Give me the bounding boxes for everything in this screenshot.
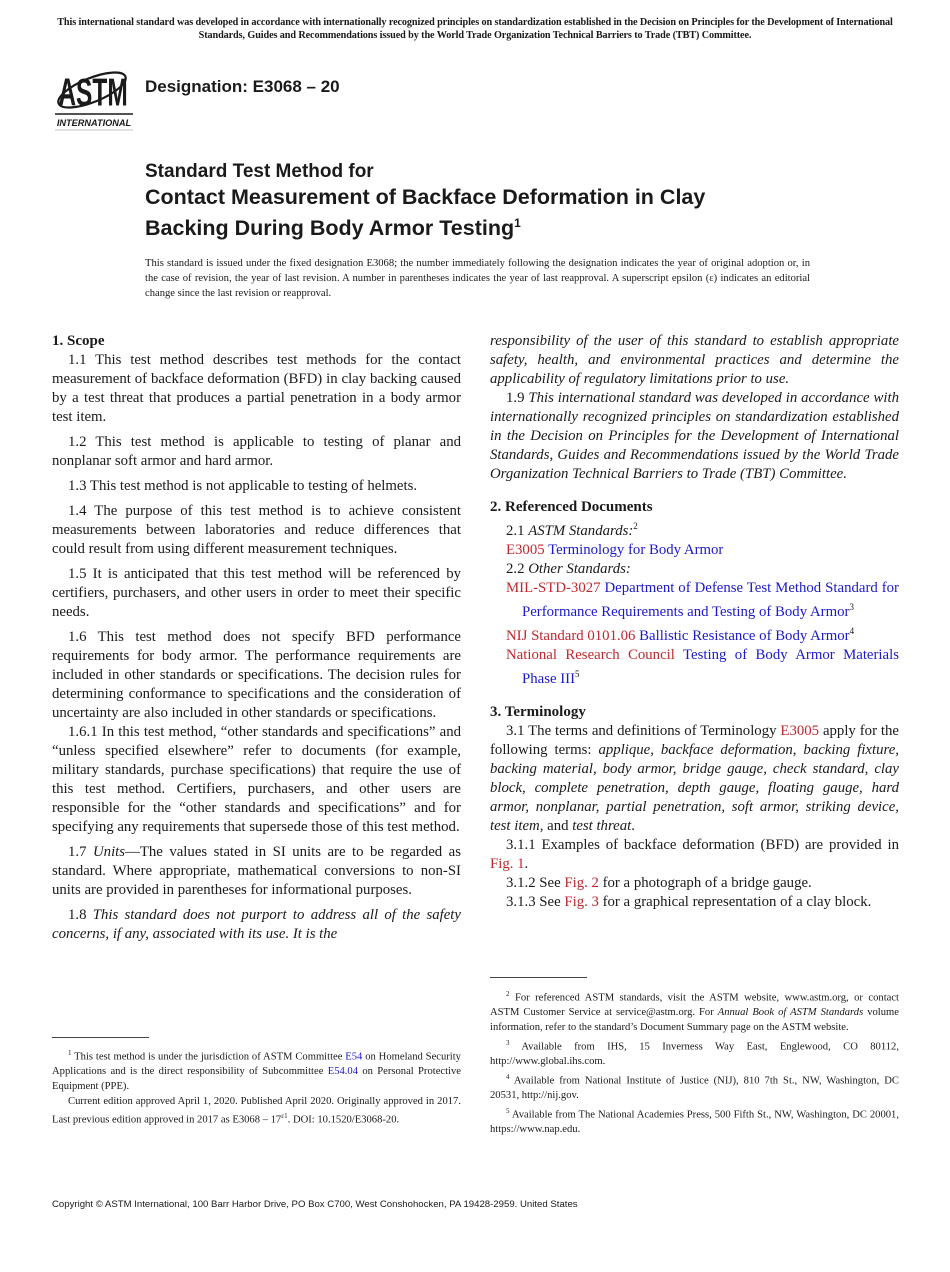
reference-nrc-phase-iii[interactable]: National Research Council Testing of Body Armor Materials Phase III$^5$ xyxy=(506,646,899,687)
paragraph-1-6-1: 1.6.1 In this test method, “other standards and specifications” and “unless specified elsewhere” refer to documents (for example, military standards, purchase specifications) that require the use of this test method. Certifiers, purchasers, and other users are responsible for the “other standards and specifications” and for specifying any requirements that supersede those of this test method. xyxy=(52,724,461,835)
paragraph-1-8-continued: responsibility of the user of this standard to establish appropriate safety, health, and environmental practices and determine the applicability of regulatory limitations prior to use. xyxy=(490,333,899,387)
paragraph-1-7: 1.7 Units—The values stated in SI units are to be regarded as standard. Where appropriate, mathematical conversions to non-SI units are provided in parentheses for informational purposes. xyxy=(52,844,462,898)
paragraph-1-8-start: 1.8 This standard does not purport to address all of the safety concerns, if any, associated with its use. It is the xyxy=(52,907,461,942)
wto-tbt-notice: This international standard was developed in accordance with internationally recognized principles on standardization established in the Decision on Principles for the Development of International Standards, Guides and Recommendations issued by the World Trade Organization Technical Barriers to Trade (TBT) Committee. xyxy=(57,17,893,41)
paragraph-1-1: 1.1 This test method describes test methods for the contact measurement of backface deformation (BFD) in clay backing caused by a test threat that produces a partial penetration in a body armor test item. xyxy=(52,352,461,425)
title-footnote-ref[interactable]: 1 xyxy=(514,216,521,230)
right-column xyxy=(490,332,899,912)
footnotes-right xyxy=(490,987,899,1137)
paragraph-3-1: 3.1 The terms and definitions of Terminology E3005 apply for the following terms: applique, backface deformation, backing fixture, backing material, body armor, bridge gauge, check standard, clay block, complete penetration, depth gauge, floating gauge, hard armor, nonplanar, partial penetration, soft armor, striking device, test item, and test threat. xyxy=(490,722,899,834)
title-line-3: Backing During Body Armor Testing$^1$ xyxy=(145,216,521,241)
link-fig-2[interactable]: Fig. 2 xyxy=(564,874,599,891)
title-line-2: Contact Measurement of Backface Deformation in Clay xyxy=(145,185,706,209)
paragraph-3-1-3: 3.1.3 See Fig. 3 for a graphical representation of a clay block. xyxy=(506,893,872,910)
paragraph-1-9: 1.9 This international standard was developed in accordance with internationally recognized principles on standardization established in the Decision on Principles for the Development of International Standards, Guides and Recommendations issued by the World Trade Organization Technical Barriers to Trade (TBT) Committee. xyxy=(490,390,899,482)
link-e3005[interactable]: E3005 xyxy=(780,722,820,739)
title-line-1: Standard Test Method for xyxy=(145,161,374,182)
footnotes-left xyxy=(52,1046,461,1129)
left-column xyxy=(52,332,461,944)
issuance-note: This standard is issued under the fixed designation E3068; the number immediately following the designation indicates the year of original adoption or, in the case of revision, the year of last revision. A number in parentheses indicates the year of last reapproval. A superscript epsilon (ε) indicates an editorial change since the last revision or reapproval. xyxy=(145,258,810,299)
copyright-footer: Copyright © ASTM International, 100 Barr Harbor Drive, PO Box C700, West Conshohocken, PA 19428-2959. United States xyxy=(52,1199,578,1210)
footnote-divider-left xyxy=(52,1037,149,1038)
reference-e3005[interactable]: E3005 Terminology for Body Armor xyxy=(506,541,724,558)
paragraph-3-1-1: 3.1.1 Examples of backface deformation (BFD) are provided in Fig. 1. xyxy=(490,836,899,872)
section-heading-terminology: 3. Terminology xyxy=(490,703,586,720)
section-heading-scope: 1. Scope xyxy=(52,333,105,349)
footnote-4: $^4$ Available from National Institute of Justice (NIJ), 810 7th St., NW, Washington, DC 20531, http://nij.gov. xyxy=(490,1072,899,1101)
paragraph-1-4: 1.4 The purpose of this test method is to achieve consistent measurements between laboratories and reduce differences that could result from using different measurement techniques. xyxy=(52,503,461,557)
document-title xyxy=(145,160,845,241)
svg-text:INTERNATIONAL: INTERNATIONAL xyxy=(56,118,132,128)
section-heading-referenced-documents: 2. Referenced Documents xyxy=(490,499,653,515)
link-e54-04[interactable]: E54.04 xyxy=(327,1066,359,1078)
paragraph-1-6: 1.6 This test method does not specify BFD performance requirements for body armor. The performance requirements are included in other standards or specifications. The decision rules for determining conformance to specifications and the consideration of uncertainty are also included in other standards or specifications. xyxy=(52,629,461,721)
edition-note: Current edition approved April 1, 2020. Published April 2020. Originally approved in 2017. Last previous edition approved in 2017 as $E3068 - 17^{\varepsilon 1}$. DOI: 10.1520/E3068-20. xyxy=(52,1095,461,1126)
footnote-divider-right xyxy=(490,977,587,978)
astm-standards-label: 2.1 ASTM Standards:$^2$ xyxy=(506,521,638,539)
footnote-2: $^2$ For referenced ASTM standards, visit the ASTM website, www.astm.org, or contact ASTM Customer Service at service@astm.org. For Annual Book of ASTM Standards volume information, refer to the standard’s Document Summary page on the ASTM website. xyxy=(490,990,899,1033)
paragraph-1-2: 1.2 This test method is applicable to testing of planar and nonplanar soft armor and hard armor. xyxy=(52,434,461,469)
reference-mil-std-3027[interactable]: MIL-STD-3027 Department of Defense Test Method Standard for Performance Requirements and Testing of Body Armor$^3$ xyxy=(506,579,899,620)
paragraph-1-5: 1.5 It is anticipated that this test method will be referenced by certifiers, purchasers, and other users in order to meet their specific needs. xyxy=(52,566,461,620)
link-fig-3[interactable]: Fig. 3 xyxy=(564,893,599,910)
footnote-5: $^5$ Available from The National Academies Press, 500 Fifth St., NW, Washington, DC 20001, https://www.nap.edu. xyxy=(490,1106,899,1135)
reference-nij-0101-06[interactable]: NIJ Standard 0101.06 Ballistic Resistance of Body Armor$^4$ xyxy=(506,625,855,644)
footnote-3: $^3$ Available from IHS, 15 Inverness Way East, Englewood, CO 80112, http://www.global.ihs.com. xyxy=(490,1038,899,1067)
paragraph-3-1-2: 3.1.2 See Fig. 2 for a photograph of a bridge gauge. xyxy=(506,874,812,891)
svg-text:ASTM: ASTM xyxy=(58,69,128,114)
link-e54[interactable]: E54 xyxy=(345,1051,363,1063)
other-standards-label: 2.2 Other Standards: xyxy=(506,560,631,577)
link-fig-1[interactable]: Fig. 1 xyxy=(490,855,525,872)
paragraph-1-3: 1.3 This test method is not applicable to testing of helmets. xyxy=(68,478,418,494)
designation: Designation: E3068 – 20 xyxy=(145,77,340,96)
astm-logo-icon xyxy=(52,56,136,132)
footnote-1: $^1$ This test method is under the jurisdiction of ASTM Committee E54 on Homeland Security Applications and is the direct responsibility of Subcommittee E54.04 on Personal Protective Equipment (PPE). xyxy=(52,1049,461,1092)
